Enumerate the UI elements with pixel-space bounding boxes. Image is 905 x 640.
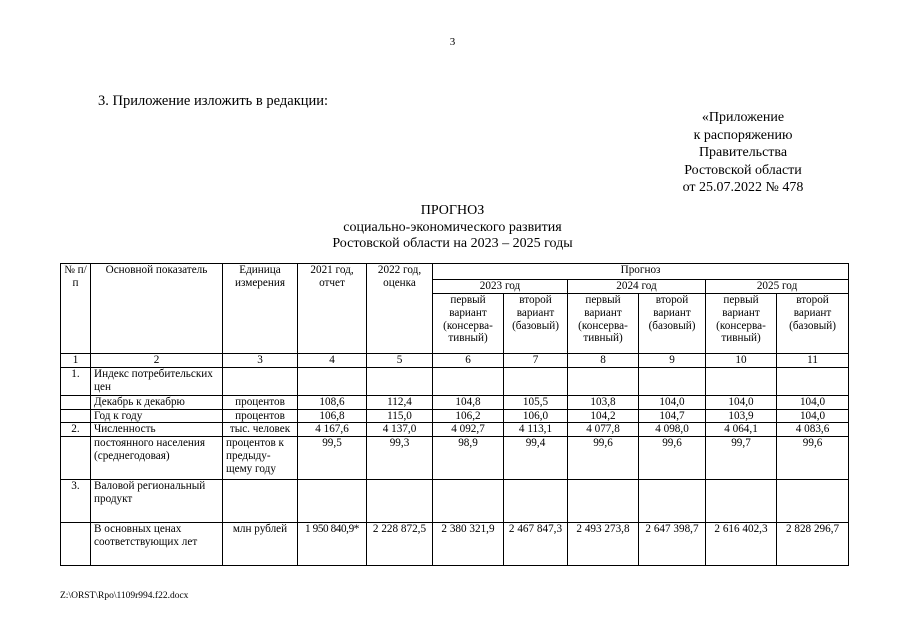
cell-value: 99,4 — [504, 437, 568, 480]
row-indicator: постоянного населения (среднегодовая) — [91, 437, 223, 480]
row-indicator: Численность — [91, 423, 223, 437]
row-indicator: Индекс потребительских цен — [91, 367, 223, 395]
table-row — [61, 523, 849, 566]
cell-value: 108,6 — [298, 395, 367, 409]
header-2023: 2023 год — [433, 280, 568, 294]
column-number: 11 — [777, 354, 849, 368]
header-2024: 2024 год — [568, 280, 706, 294]
row-unit — [223, 480, 298, 523]
header-variant-base: второй вариант (базовый) — [777, 294, 849, 354]
cell-value: 99,6 — [777, 437, 849, 480]
table-row — [61, 409, 849, 423]
cell-value: 2 647 398,7 — [639, 523, 706, 566]
cell-value: 104,0 — [639, 395, 706, 409]
table-row — [61, 423, 849, 437]
title-line: социально-экономического развития — [343, 219, 562, 235]
cell-value: 104,0 — [777, 395, 849, 409]
appendix-line: к распоряжению — [693, 127, 793, 143]
table-row — [61, 480, 849, 523]
cell-value: 106,0 — [504, 409, 568, 423]
row-num: 2. — [61, 423, 91, 437]
row-unit: процентов — [223, 395, 298, 409]
cell-value: 104,0 — [777, 409, 849, 423]
page-number: 3 — [449, 36, 456, 48]
cell-value: 4 113,1 — [504, 423, 568, 437]
column-number-row — [61, 354, 849, 368]
row-unit: млн рублей — [223, 523, 298, 566]
file-path-footer: Z:\ORST\Rpo\1109r994.f22.docx — [60, 591, 189, 601]
column-number: 10 — [706, 354, 777, 368]
cell-value: 4 077,8 — [568, 423, 639, 437]
cell-value: 103,8 — [568, 395, 639, 409]
header-forecast: Прогноз — [433, 264, 849, 280]
row-unit — [223, 367, 298, 395]
row-num — [61, 395, 91, 409]
cell-value: 106,8 — [298, 409, 367, 423]
appendix-line: от 25.07.2022 № 478 — [682, 180, 804, 196]
instruction-text: 3. Приложение изложить в редакции: — [98, 93, 329, 109]
column-number: 2 — [91, 354, 223, 368]
cell-value: 2 467 847,3 — [504, 523, 568, 566]
row-indicator: Декабрь к декабрю — [91, 395, 223, 409]
row-num — [61, 523, 91, 566]
cell-value: 99,7 — [706, 437, 777, 480]
document-title — [290, 203, 615, 253]
row-unit: тыс. человек — [223, 423, 298, 437]
column-number: 5 — [367, 354, 433, 368]
appendix-block — [676, 109, 810, 197]
row-unit: процентов — [223, 409, 298, 423]
header-variant-conservative: первый вариант (консерва-тивный) — [568, 294, 639, 354]
cell-value: 99,6 — [639, 437, 706, 480]
column-number: 8 — [568, 354, 639, 368]
cell-value: 99,3 — [367, 437, 433, 480]
table-row — [61, 395, 849, 409]
column-number: 9 — [639, 354, 706, 368]
column-number: 7 — [504, 354, 568, 368]
header-num: № п/п — [61, 264, 91, 354]
row-num: 3. — [61, 480, 91, 523]
header-2021: 2021 год, отчет — [298, 264, 367, 354]
cell-value: 103,9 — [706, 409, 777, 423]
cell-value: 106,2 — [433, 409, 504, 423]
column-number: 6 — [433, 354, 504, 368]
header-unit: Единица измерения — [223, 264, 298, 354]
row-num — [61, 437, 91, 480]
header-variant-conservative: первый вариант (консерва-тивный) — [706, 294, 777, 354]
row-num: 1. — [61, 367, 91, 395]
cell-value: 4 167,6 — [298, 423, 367, 437]
appendix-line: Правительства — [698, 145, 788, 161]
cell-value: 2 616 402,3 — [706, 523, 777, 566]
title-line: Ростовской области на 2023 – 2025 годы — [332, 236, 573, 251]
header-2022: 2022 год, оценка — [367, 264, 433, 354]
cell-value: 104,2 — [568, 409, 639, 423]
cell-value: 2 380 321,9 — [433, 523, 504, 566]
cell-value: 104,8 — [433, 395, 504, 409]
row-indicator: Валовой региональный продукт — [91, 480, 223, 523]
cell-value: 4 064,1 — [706, 423, 777, 437]
header-variant-base: второй вариант (базовый) — [639, 294, 706, 354]
forecast-table — [60, 263, 849, 566]
cell-value: 2 828 296,7 — [777, 523, 849, 566]
cell-value: 4 098,0 — [639, 423, 706, 437]
table-row — [61, 437, 849, 480]
header-variant-base: второй вариант (базовый) — [504, 294, 568, 354]
header-2025: 2025 год — [706, 280, 849, 294]
row-indicator: Год к году — [91, 409, 223, 423]
cell-value: 105,5 — [504, 395, 568, 409]
cell-value: 1 950 840,9* — [298, 523, 367, 566]
cell-value: 4 083,6 — [777, 423, 849, 437]
cell-value: 104,0 — [706, 395, 777, 409]
title-line: ПРОГНОЗ — [420, 203, 485, 218]
header-indicator: Основной показатель — [91, 264, 223, 354]
cell-value: 4 137,0 — [367, 423, 433, 437]
table-row — [61, 367, 849, 395]
row-num — [61, 409, 91, 423]
cell-value: 115,0 — [367, 409, 433, 423]
appendix-line: «Приложение — [701, 110, 785, 125]
column-number: 4 — [298, 354, 367, 368]
cell-value: 2 493 273,8 — [568, 523, 639, 566]
cell-value: 98,9 — [433, 437, 504, 480]
cell-value: 99,6 — [568, 437, 639, 480]
cell-value: 2 228 872,5 — [367, 523, 433, 566]
appendix-line: Ростовской области — [684, 162, 802, 178]
column-number: 3 — [223, 354, 298, 368]
row-unit: процентов к предыду-щему году — [223, 437, 298, 480]
cell-value: 99,5 — [298, 437, 367, 480]
cell-value: 4 092,7 — [433, 423, 504, 437]
cell-value: 112,4 — [367, 395, 433, 409]
header-variant-conservative: первый вариант (консерва-тивный) — [433, 294, 504, 354]
cell-value: 104,7 — [639, 409, 706, 423]
row-indicator: В основных ценах соответствующих лет — [91, 523, 223, 566]
column-number: 1 — [61, 354, 91, 368]
